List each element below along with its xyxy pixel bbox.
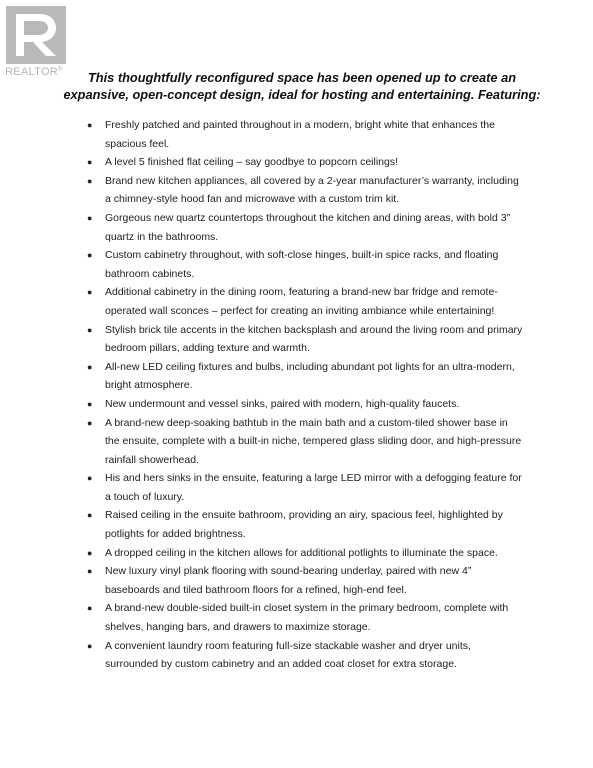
list-item — [84, 172, 524, 209]
bullet-icon: ● — [87, 287, 93, 298]
bullet-icon: ● — [87, 640, 93, 651]
list-item-text: His and hers sinks in the ensuite, featuring a large LED mirror with a defogging feature for a touch of luxury. — [105, 472, 522, 503]
bullet-icon: ● — [87, 417, 93, 428]
bullet-icon: ● — [87, 250, 93, 261]
list-item — [84, 116, 524, 153]
realtor-logo-text: REALTOR® — [5, 66, 63, 78]
bullet-icon: ● — [87, 510, 93, 521]
list-item — [84, 246, 524, 283]
realtor-r-icon — [6, 6, 66, 64]
list-item-text: A brand-new deep-soaking bathtub in the main bath and a custom-tiled shower base in the ensuite, complete with a built-in niche, tempered glass sliding door, and high-pressure rainfall showerhead. — [105, 416, 522, 466]
feature-list — [84, 116, 524, 674]
page-heading: This thoughtfully reconfigured space has been opened up to create an expansive, open-concept design, ideal for hosting and entertaining. Featuring: — [63, 70, 541, 102]
list-item — [84, 209, 524, 246]
bullet-icon: ● — [87, 212, 93, 223]
list-item-text: Brand new kitchen appliances, all covered by a 2-year manufacturer’s warranty, including a chimney-style hood fan and microwave with a custom trim kit. — [105, 174, 519, 206]
list-item — [84, 283, 524, 320]
bullet-icon: ● — [87, 157, 93, 168]
list-item-text: Stylish brick tile accents in the kitchen backsplash and around the living room and primary bedroom pillars, adding texture and warmth. — [105, 323, 523, 355]
list-item — [84, 395, 524, 414]
list-item-text: Gorgeous new quartz countertops throughout the kitchen and dining areas, with bold 3” quartz in the bathrooms. — [105, 211, 511, 243]
list-item-text: Custom cabinetry throughout, with soft-close hinges, built-in spice racks, and floating bathroom cabinets. — [105, 249, 499, 280]
bullet-icon: ● — [87, 324, 93, 335]
list-item — [84, 321, 524, 358]
list-item — [84, 153, 524, 172]
bullet-icon: ● — [87, 398, 93, 409]
list-item-text: A brand-new double-sided built-in closet system in the primary bedroom, complete with shelves, hanging bars, and drawers to maximize storage. — [105, 602, 509, 634]
list-item-text: Raised ceiling in the ensuite bathroom, providing an airy, spacious feel, highlighted by potlights for added brightness. — [105, 509, 503, 541]
realtor-r-glyph — [6, 6, 66, 64]
list-item — [84, 544, 524, 563]
list-item — [84, 599, 524, 636]
list-item-text: New undermount and vessel sinks, paired with modern, high-quality faucets. — [105, 397, 460, 410]
list-item-text: A level 5 finished flat ceiling – say goodbye to popcorn ceilings! — [105, 156, 399, 169]
list-item — [84, 358, 524, 395]
list-item-text: All-new LED ceiling fixtures and bulbs, including abundant pot lights for an ultra-modern, bright atmosphere. — [105, 360, 515, 392]
list-item-text: Additional cabinetry in the dining room, featuring a brand-new bar fridge and remote-operated wall sconces – perfect for creating an inviting ambiance while entertaining! — [105, 286, 498, 317]
bullet-icon: ● — [87, 473, 93, 484]
list-item — [84, 469, 524, 506]
bullet-icon: ● — [87, 566, 93, 577]
list-item-text: Freshly patched and painted throughout in a modern, bright white that enhances the spacious feel. — [105, 119, 495, 150]
bullet-icon: ● — [87, 547, 93, 558]
bullet-icon: ● — [87, 175, 93, 186]
list-item-text: New luxury vinyl plank flooring with sound-bearing underlay, paired with new 4” baseboards and tiled bathroom floors for a refined, high-end feel. — [105, 565, 472, 596]
list-item — [84, 506, 524, 543]
bullet-icon: ● — [87, 120, 93, 130]
bullet-icon: ● — [87, 361, 93, 372]
list-item — [84, 562, 524, 599]
list-item — [84, 414, 524, 470]
list-item — [84, 637, 524, 674]
list-item-text: A dropped ceiling in the kitchen allows for additional potlights to illuminate the space. — [105, 546, 498, 559]
list-item-text: A convenient laundry room featuring full-size stackable washer and dryer units, surrounded by custom cabinetry and an added coat closet for extra storage. — [105, 639, 471, 671]
bullet-icon: ● — [87, 603, 93, 614]
